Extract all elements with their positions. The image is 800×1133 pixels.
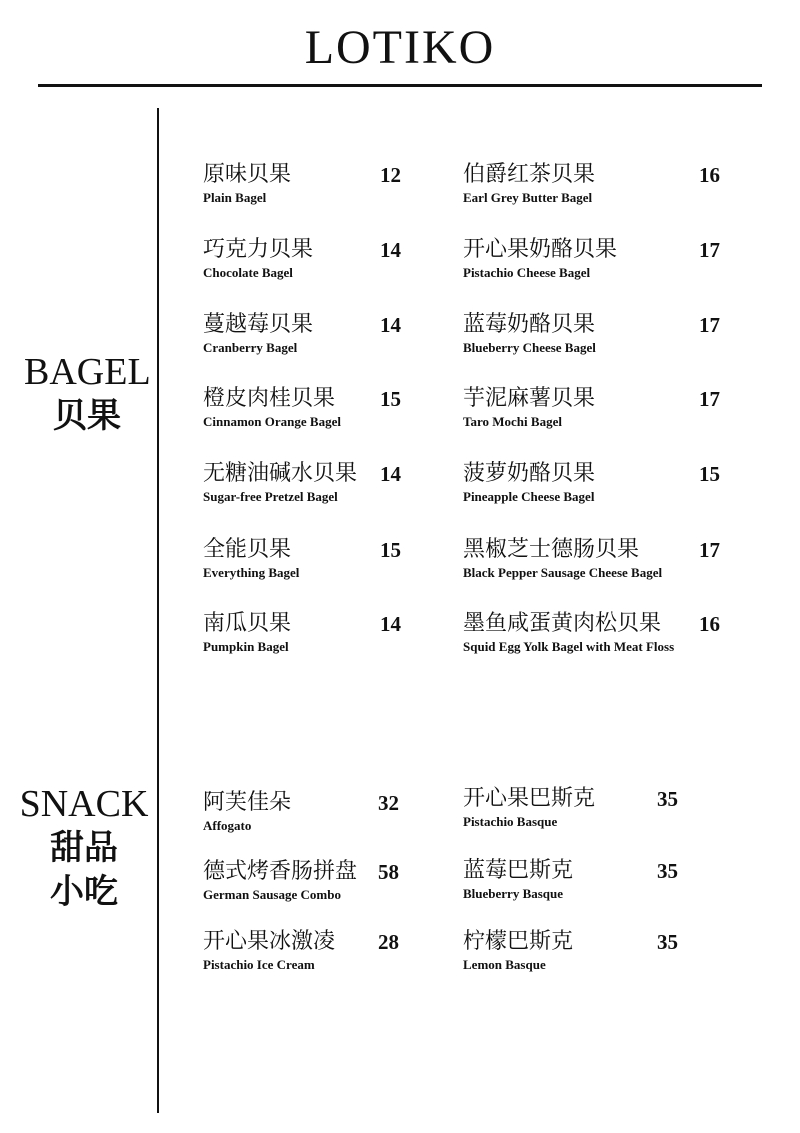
- menu-item: [203, 788, 413, 838]
- item-name-zh: 开心果奶酪贝果: [463, 237, 618, 262]
- menu-item: [203, 459, 413, 509]
- item-name-zh: 芋泥麻薯贝果: [463, 386, 596, 411]
- item-name-zh: 蔓越莓贝果: [203, 312, 314, 337]
- bagel-label-en: BAGEL: [24, 351, 151, 393]
- bagel-section-label: [24, 350, 150, 438]
- item-name-en: Black Pepper Sausage Cheese Bagel: [463, 565, 663, 580]
- item-name-zh: 德式烤香肠拼盘: [203, 859, 358, 884]
- item-price: 32: [378, 791, 399, 815]
- item-price: 58: [378, 860, 399, 884]
- header-divider: [38, 84, 762, 87]
- menu-item: [463, 927, 723, 977]
- item-name-en: Affogato: [203, 818, 252, 833]
- item-name-zh: 无糖油碱水贝果: [203, 461, 358, 486]
- item-name-en: Blueberry Cheese Bagel: [463, 340, 596, 355]
- item-price: 17: [699, 387, 720, 411]
- item-price: 14: [380, 238, 401, 262]
- item-name-zh: 蓝莓巴斯克: [463, 858, 574, 883]
- snack-label-zh-2: 小吃: [50, 872, 118, 912]
- item-name-zh: 柠檬巴斯克: [463, 929, 574, 954]
- menu-item: [463, 609, 763, 659]
- item-name-zh: 开心果冰激凌: [203, 929, 336, 954]
- menu-item: [203, 535, 413, 585]
- menu-item: [203, 384, 413, 434]
- item-name-zh: 阿芙佳朵: [203, 790, 292, 815]
- item-name-en: Pistachio Basque: [463, 814, 558, 829]
- item-name-en: Squid Egg Yolk Bagel with Meat Floss: [463, 639, 675, 654]
- item-price: 28: [378, 930, 399, 954]
- item-name-en: Lemon Basque: [463, 957, 546, 972]
- item-name-zh: 开心果巴斯克: [463, 786, 596, 811]
- item-name-zh: 南瓜贝果: [203, 611, 292, 636]
- item-price: 12: [380, 163, 401, 187]
- menu-title: LOTIKO: [304, 21, 496, 74]
- item-price: 15: [699, 462, 720, 486]
- item-name-en: Chocolate Bagel: [203, 265, 293, 280]
- menu-item: [203, 310, 413, 360]
- item-price: 15: [380, 387, 401, 411]
- menu-item: [203, 927, 413, 977]
- menu-item: [463, 235, 763, 285]
- menu-item: [463, 160, 763, 210]
- menu-item: [463, 856, 723, 906]
- menu-item: [463, 384, 763, 434]
- snack-label-zh-1: 甜品: [50, 828, 118, 868]
- menu-item: [463, 535, 763, 585]
- item-name-zh: 原味贝果: [203, 162, 292, 187]
- menu-item: [203, 160, 413, 210]
- item-price: 16: [699, 163, 720, 187]
- item-price: 14: [380, 313, 401, 337]
- item-price: 17: [699, 538, 720, 562]
- snack-label-en: SNACK: [19, 783, 149, 825]
- item-price: 35: [657, 787, 678, 811]
- item-price: 14: [380, 612, 401, 636]
- menu-item: [463, 459, 763, 509]
- menu-item: [463, 310, 763, 360]
- item-name-en: Cranberry Bagel: [203, 340, 298, 355]
- menu-item: [203, 235, 413, 285]
- item-name-en: Pineapple Cheese Bagel: [463, 489, 595, 504]
- snack-section-label: [10, 782, 158, 914]
- item-name-en: Taro Mochi Bagel: [463, 414, 562, 429]
- item-price: 35: [657, 859, 678, 883]
- item-price: 14: [380, 462, 401, 486]
- item-name-zh: 菠萝奶酪贝果: [463, 461, 596, 486]
- item-name-zh: 巧克力贝果: [203, 237, 314, 262]
- item-price: 17: [699, 313, 720, 337]
- item-name-en: Pumpkin Bagel: [203, 639, 289, 654]
- item-name-en: Pistachio Cheese Bagel: [463, 265, 591, 280]
- item-name-en: Plain Bagel: [203, 190, 267, 205]
- item-name-zh: 黑椒芝士德肠贝果: [463, 537, 640, 562]
- item-price: 15: [380, 538, 401, 562]
- item-name-en: Blueberry Basque: [463, 886, 564, 901]
- item-price: 17: [699, 238, 720, 262]
- item-name-en: Pistachio Ice Cream: [203, 957, 315, 972]
- item-name-zh: 墨鱼咸蛋黄肉松贝果: [463, 611, 662, 636]
- item-name-zh: 伯爵红茶贝果: [463, 162, 596, 187]
- item-name-zh: 全能贝果: [203, 537, 292, 562]
- item-name-zh: 橙皮肉桂贝果: [203, 386, 336, 411]
- item-name-en: Earl Grey Butter Bagel: [463, 190, 593, 205]
- item-name-en: Cinnamon Orange Bagel: [203, 414, 341, 429]
- item-name-zh: 蓝莓奶酪贝果: [463, 312, 596, 337]
- item-name-en: Everything Bagel: [203, 565, 300, 580]
- item-name-en: German Sausage Combo: [203, 887, 341, 902]
- item-price: 35: [657, 930, 678, 954]
- vertical-divider: [157, 108, 159, 1113]
- menu-item: [203, 857, 413, 907]
- bagel-label-zh: 贝果: [53, 396, 121, 436]
- menu-item: [463, 784, 723, 834]
- menu-item: [203, 609, 413, 659]
- item-price: 16: [699, 612, 720, 636]
- item-name-en: Sugar-free Pretzel Bagel: [203, 489, 338, 504]
